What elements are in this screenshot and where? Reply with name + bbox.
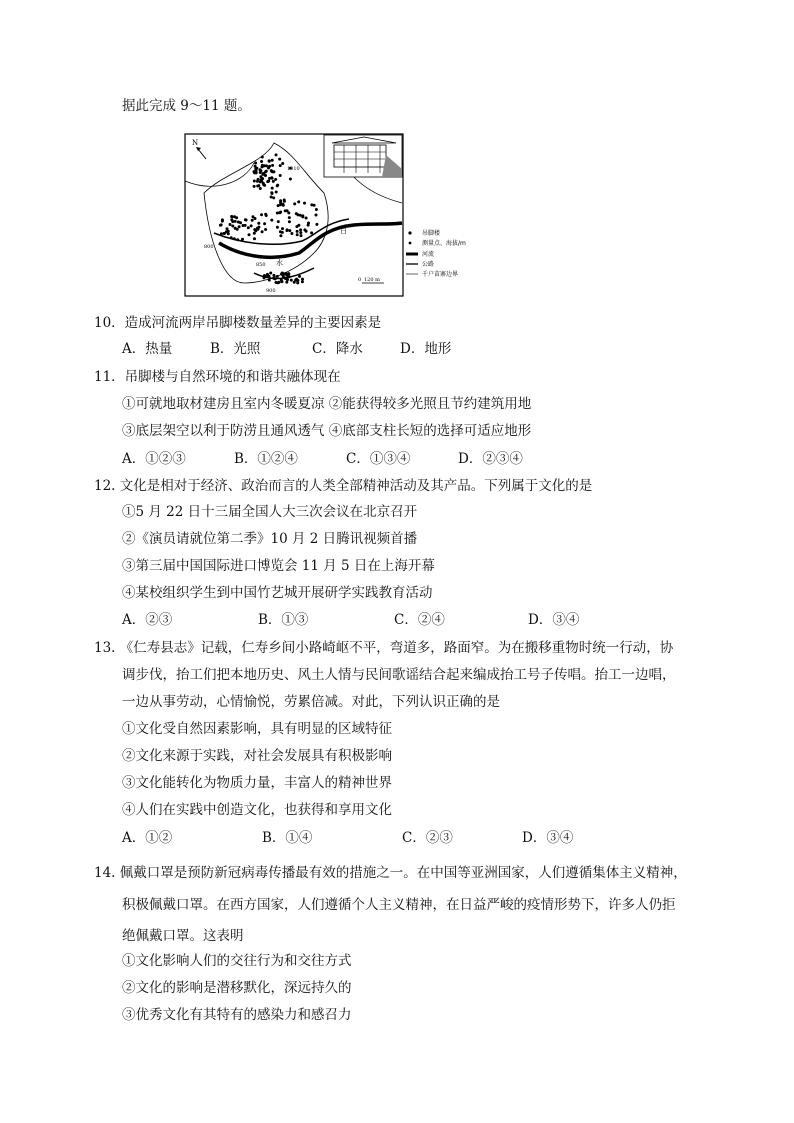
option-a: A．①② bbox=[122, 830, 173, 846]
house-dot bbox=[281, 272, 284, 275]
house-dot bbox=[303, 202, 306, 205]
house-dot bbox=[315, 208, 318, 211]
house-dot bbox=[238, 225, 241, 228]
house-dot bbox=[260, 213, 263, 216]
house-dot bbox=[269, 272, 272, 275]
house-dot bbox=[261, 230, 264, 233]
north-arrow-icon bbox=[192, 139, 206, 159]
legend-label: 河流 bbox=[422, 251, 435, 258]
house-dot bbox=[283, 199, 286, 202]
option-b: B．①②④ bbox=[234, 451, 298, 467]
option-c: C．降水 bbox=[312, 341, 363, 357]
house-dot bbox=[252, 215, 255, 218]
house-dot bbox=[220, 232, 223, 235]
house-dot bbox=[288, 216, 291, 219]
option-c: C．②③ bbox=[402, 830, 453, 846]
option-b: B．①④ bbox=[262, 830, 313, 846]
house-dot bbox=[233, 237, 236, 240]
house-dot bbox=[277, 204, 280, 207]
question-13-statement: ③文化能转化为物质力量，丰富人的精神世界 bbox=[122, 775, 392, 791]
house-dot bbox=[250, 224, 253, 227]
house-dot bbox=[264, 213, 267, 216]
option-b: B．光照 bbox=[210, 341, 261, 357]
house-dot bbox=[242, 224, 245, 227]
house-dot bbox=[245, 219, 248, 222]
question-13-stem: 一边从事劳动，心情愉悦，劳累倍减。对此，下列认识正确的是 bbox=[122, 694, 500, 710]
house-dot bbox=[257, 222, 260, 225]
house-dot bbox=[268, 160, 271, 163]
house-dot bbox=[286, 228, 289, 231]
house-dot bbox=[275, 153, 278, 156]
house-dot bbox=[274, 178, 277, 181]
house-dot bbox=[267, 275, 270, 278]
house-dot bbox=[293, 281, 296, 284]
house-dot bbox=[296, 230, 299, 233]
house-dot bbox=[271, 159, 274, 162]
house-dot bbox=[284, 209, 287, 212]
legend-label: 公路 bbox=[422, 261, 435, 268]
house-dot bbox=[254, 170, 257, 173]
house-dot bbox=[239, 221, 242, 224]
house-dot bbox=[221, 220, 224, 223]
house-dot bbox=[297, 200, 300, 203]
house-dot bbox=[279, 164, 282, 167]
question-11-stem: 11．吊脚楼与自然环境的和谐共融体现在 bbox=[94, 369, 341, 385]
river-label: 水 bbox=[276, 259, 283, 267]
house-dot bbox=[270, 219, 273, 222]
house-dot bbox=[297, 224, 300, 227]
question-12-statement: ④某校组织学生到中国竹艺城开展研学实践教育活动 bbox=[122, 585, 433, 601]
option-a: A．②③ bbox=[122, 612, 173, 628]
house-dot bbox=[236, 238, 239, 241]
house-dot bbox=[256, 180, 259, 183]
house-dot bbox=[299, 231, 302, 234]
question-14-stem: 绝佩戴口罩。这表明 bbox=[122, 928, 244, 944]
house-dot bbox=[296, 233, 299, 236]
question-12-stem: 12. 文化是相对于经济、政治而言的人类全部精神活动及其产品。下列属于文化的是 bbox=[94, 478, 593, 494]
map-legend bbox=[406, 229, 466, 278]
house-dot bbox=[257, 184, 260, 187]
house-inset-drawing bbox=[324, 135, 402, 177]
house-dot bbox=[280, 278, 283, 281]
house-dot bbox=[301, 280, 304, 283]
question-14-statement: ①文化影响人们的交往行为和交往方式 bbox=[122, 953, 352, 969]
house-dot bbox=[272, 180, 275, 183]
house-dot bbox=[281, 162, 284, 165]
house-dot bbox=[288, 220, 291, 223]
elevation-label: 800 bbox=[204, 244, 214, 250]
house-dot bbox=[310, 203, 313, 206]
option-a: A．①②③ bbox=[122, 451, 186, 467]
house-dot bbox=[229, 223, 232, 226]
question-13-statement: ①文化受自然因素影响，具有明显的区域特征 bbox=[122, 721, 392, 737]
house-dot bbox=[289, 178, 292, 181]
survey-point-icon bbox=[409, 242, 412, 245]
house-dot bbox=[254, 162, 257, 165]
house-dot bbox=[310, 231, 313, 234]
question-13-stem: 13. 《仁寿县志》记载，仁寿乡间小路崎岖不平，弯道多，路面窄。为在搬移重物时统一行动，协 bbox=[94, 640, 674, 656]
house-dot bbox=[271, 177, 274, 180]
question-11-statement: ①可就地取材建房且室内冬暖夏凉 ②能获得较多光照且节约建筑用地 bbox=[122, 396, 532, 412]
house-dot bbox=[276, 275, 279, 278]
house-dot bbox=[270, 191, 273, 194]
house-dot bbox=[268, 279, 271, 282]
house-dot bbox=[264, 174, 267, 177]
question-14-statement: ②文化的影响是潜移默化，深远持久的 bbox=[122, 980, 352, 996]
house-dot bbox=[296, 279, 299, 282]
house-dot bbox=[233, 215, 236, 218]
house-dot bbox=[278, 211, 281, 214]
house-dot bbox=[272, 274, 275, 277]
house-dot bbox=[276, 184, 279, 187]
house-dot bbox=[270, 196, 273, 199]
option-d: D．③④ bbox=[522, 830, 574, 846]
house-dot bbox=[270, 169, 273, 172]
question-13-stem: 调步伐，抬工们把本地历史、风土人情与民间歌谣结合起来编成抬工号子传唱。抬工一边唱， bbox=[122, 667, 676, 683]
house-dot bbox=[227, 230, 230, 233]
house-dot bbox=[253, 185, 256, 188]
house-dot bbox=[260, 180, 263, 183]
house-dot bbox=[231, 225, 234, 228]
house-dot bbox=[256, 227, 259, 230]
question-10-stem: 10．造成河流两岸吊脚楼数量差异的主要因素是 bbox=[94, 315, 382, 331]
house-dot bbox=[279, 234, 282, 237]
house-dot bbox=[307, 222, 310, 225]
house-dot bbox=[265, 164, 268, 167]
house-dot bbox=[271, 187, 274, 190]
house-dot bbox=[241, 238, 244, 241]
house-dot bbox=[285, 281, 288, 284]
legend-label: 测量点、海拔/m bbox=[422, 240, 466, 247]
house-dot bbox=[305, 217, 308, 220]
elevation-label: 900 bbox=[266, 288, 276, 294]
option-a: A．热量 bbox=[122, 341, 173, 357]
house-dot bbox=[278, 158, 281, 161]
river-label: 白 bbox=[340, 227, 347, 235]
question-12-statement: ②《演员请就位第二季》10 月 2 日腾讯视频首播 bbox=[122, 531, 418, 547]
house-dot bbox=[315, 223, 318, 226]
legend-label: 吊脚楼 bbox=[422, 230, 441, 237]
house-dot bbox=[290, 232, 293, 235]
option-b: B．①③ bbox=[258, 612, 309, 628]
scale-bar bbox=[358, 277, 384, 283]
house-dot bbox=[301, 278, 304, 281]
house-dot bbox=[271, 164, 274, 167]
question-13-statement: ④人们在实践中创造文化，也获得和享用文化 bbox=[122, 802, 392, 818]
village-map-figure bbox=[184, 133, 504, 297]
house-dot bbox=[260, 160, 263, 163]
house-dot bbox=[288, 229, 291, 232]
house-dot bbox=[276, 226, 279, 229]
house-dot bbox=[253, 180, 256, 183]
house-dot bbox=[272, 277, 275, 280]
question-14-stem: 14. 佩戴口罩是预防新冠病毒传播最有效的措施之一。在中国等亚洲国家，人们遵循集体主义精神， bbox=[94, 865, 687, 881]
question-14-stem: 积极佩戴口罩。在西方国家，人们遵循个人主义精神，在日益严峻的疫情形势下，许多人仍拒 bbox=[122, 897, 676, 913]
house-dot bbox=[219, 224, 222, 227]
house-dot bbox=[265, 170, 268, 173]
house-dot bbox=[254, 229, 257, 232]
question-13-statement: ②文化来源于实践，对社会发展具有积极影响 bbox=[122, 748, 392, 764]
house-dot bbox=[263, 274, 266, 277]
house-dot bbox=[277, 220, 280, 223]
house-dot bbox=[286, 273, 289, 276]
house-dot bbox=[259, 175, 262, 178]
question-12-statement: ③第三届中国国际进口博览会 11 月 5 日在上海开幕 bbox=[122, 558, 435, 574]
house-dot bbox=[293, 202, 296, 205]
house-dot bbox=[264, 228, 267, 231]
house-dot bbox=[259, 168, 262, 171]
house-dot bbox=[272, 196, 275, 199]
option-c: C．①③④ bbox=[346, 451, 411, 467]
house-dot bbox=[230, 236, 233, 239]
house-dot bbox=[279, 201, 282, 204]
house-dot bbox=[261, 156, 264, 159]
house-dot bbox=[261, 173, 264, 176]
house-dot bbox=[236, 228, 239, 231]
elevation-label: 1010 bbox=[287, 166, 300, 172]
legend-label: 千户苗寨边界 bbox=[422, 271, 459, 278]
house-dot bbox=[275, 191, 278, 194]
svg-text:120 m: 120 m bbox=[364, 277, 380, 283]
house-dot bbox=[263, 222, 266, 225]
house-dot bbox=[247, 226, 250, 229]
house-dot bbox=[287, 211, 290, 214]
question-11-statement: ③底层架空以利于防涝且通风透气 ④底部支柱长短的选择可适应地形 bbox=[122, 423, 532, 439]
house-dot bbox=[281, 227, 284, 230]
house-dot bbox=[259, 187, 262, 190]
house-dot bbox=[299, 214, 302, 217]
house-dot bbox=[253, 237, 256, 240]
dot-icon bbox=[408, 231, 411, 234]
house-dot bbox=[275, 281, 278, 284]
question-12-statement: ①5 月 22 日十三届全国人大三次会议在北京召开 bbox=[122, 504, 418, 520]
house-dot bbox=[315, 214, 318, 217]
house-dot bbox=[248, 233, 251, 236]
option-d: D．地形 bbox=[400, 341, 452, 357]
house-dot bbox=[227, 232, 230, 235]
house-dot bbox=[223, 232, 226, 235]
house-dot bbox=[295, 212, 298, 215]
river bbox=[219, 223, 402, 257]
house-dot bbox=[251, 219, 254, 222]
house-dot bbox=[303, 228, 306, 231]
house-dot bbox=[281, 231, 284, 234]
svg-text:0: 0 bbox=[358, 277, 362, 283]
question-14-statement: ③优秀文化有其特有的感染力和感召力 bbox=[122, 1007, 352, 1023]
intro-text: 据此完成 9～11 题。 bbox=[122, 98, 251, 114]
north-label: N bbox=[192, 139, 199, 147]
elevation-label: 850 bbox=[256, 262, 266, 268]
house-dot bbox=[279, 174, 282, 177]
house-dot bbox=[298, 275, 301, 278]
house-dot bbox=[290, 279, 293, 282]
house-dot bbox=[301, 215, 304, 218]
option-d: D．③④ bbox=[528, 612, 580, 628]
option-d: D．②③④ bbox=[458, 451, 523, 467]
house-dot bbox=[266, 180, 269, 183]
option-c: C．②④ bbox=[394, 612, 445, 628]
house-dot bbox=[230, 218, 233, 221]
house-dot bbox=[300, 234, 303, 237]
house-dot bbox=[299, 228, 302, 231]
